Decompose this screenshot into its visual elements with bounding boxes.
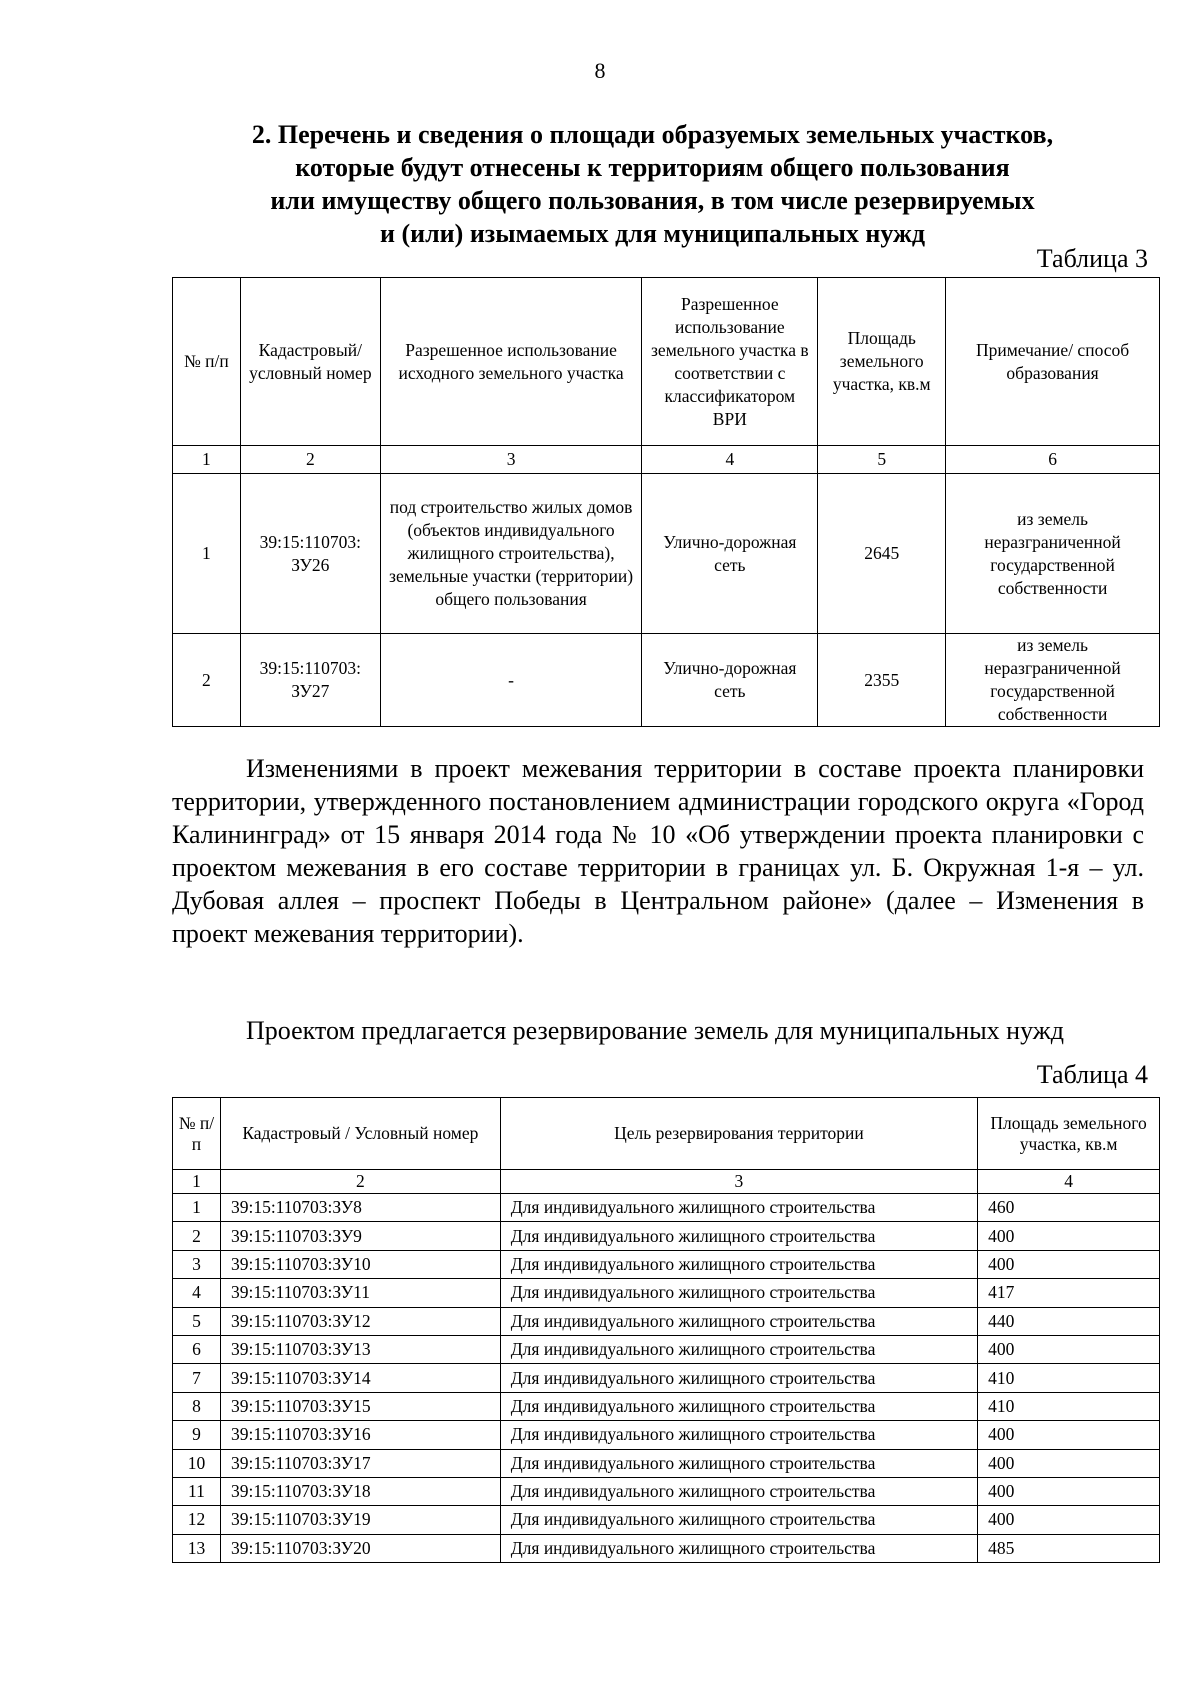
area: 485 [978,1534,1160,1562]
table-row [173,1392,1160,1420]
table3-header-row [173,278,1160,446]
column-number: 2 [240,446,380,474]
table4-header-cell: Кадастровый / Условный номер [220,1098,500,1170]
area: 410 [978,1392,1160,1420]
note: из земель неразграниченной государственной собственности [946,474,1160,634]
column-number: 4 [978,1170,1160,1194]
table-row [173,1307,1160,1335]
table-row [173,634,1160,727]
cadastral-number: 39:15:110703:ЗУ9 [220,1222,500,1250]
vri-use: Улично-дорожная сеть [642,474,818,634]
table3 [172,277,1160,727]
area: 400 [978,1449,1160,1477]
note: из земель неразграниченной государственной собственности [946,634,1160,727]
table4-body [173,1194,1160,1563]
reservation-purpose: Для индивидуального жилищного строительства [500,1250,977,1278]
table4-header-cell: № п/п [173,1098,221,1170]
row-number: 1 [173,1194,221,1222]
cadastral-number: 39:15:110703:ЗУ8 [220,1194,500,1222]
cadastral-number: 39:15:110703:ЗУ12 [220,1307,500,1335]
reservation-purpose: Для индивидуального жилищного строительства [500,1279,977,1307]
cadastral-number: 39:15:110703:ЗУ14 [220,1364,500,1392]
table-row [173,1421,1160,1449]
area: 400 [978,1222,1160,1250]
column-number: 5 [818,446,946,474]
table-row [173,1222,1160,1250]
row-number: 7 [173,1364,221,1392]
table-row [173,1279,1160,1307]
paragraph-amendments: Изменениями в проект межевания территории в составе проекта планировки территории, утвержденного постановлением администрации городского округа «Город Калининград» от 15 января 2014 года № 10 «Об утверждении проекта планировки с проектом межевания в его составе территории в границах ул. Б. Окружная 1-я – ул. Дубовая аллея – проспект Победы в Центральном районе» (далее – Изменения в проект межевания территории). [172,754,1144,948]
reservation-purpose: Для индивидуального жилищного строительства [500,1307,977,1335]
area: 2645 [818,474,946,634]
table-row [173,1364,1160,1392]
table3-header-cell: Площадь земельного участка, кв.м [818,278,946,446]
cadastral-number: 39:15:110703: ЗУ27 [240,634,380,727]
table3-header-cell: Кадастровый/ условный номер [240,278,380,446]
section-title-line: и (или) изымаемых для муниципальных нужд [379,219,926,248]
reservation-purpose: Для индивидуального жилищного строительства [500,1194,977,1222]
table-row [173,474,1160,634]
reservation-purpose: Для индивидуального жилищного строительства [500,1335,977,1363]
source-use: под строительство жилых домов (объектов индивидуального жилищного строительства), земельные участки (территории) общего пользования [380,474,642,634]
table4-caption: Таблица 4 [1036,1060,1148,1089]
area: 400 [978,1335,1160,1363]
row-number: 10 [173,1449,221,1477]
table-row [173,1449,1160,1477]
column-number: 3 [500,1170,977,1194]
area: 460 [978,1194,1160,1222]
table-row [173,1335,1160,1363]
cadastral-number: 39:15:110703:ЗУ17 [220,1449,500,1477]
area: 400 [978,1506,1160,1534]
cadastral-number: 39:15:110703:ЗУ16 [220,1421,500,1449]
table3-caption: Таблица 3 [1036,244,1148,273]
cadastral-number: 39:15:110703:ЗУ15 [220,1392,500,1420]
column-number: 6 [946,446,1160,474]
row-number: 11 [173,1477,221,1505]
reservation-purpose: Для индивидуального жилищного строительства [500,1477,977,1505]
column-number: 3 [380,446,642,474]
table4-header-row [173,1098,1160,1170]
row-number: 12 [173,1506,221,1534]
table3-header-cell: Разрешенное использование исходного земельного участка [380,278,642,446]
reservation-purpose: Для индивидуального жилищного строительства [500,1392,977,1420]
area: 440 [978,1307,1160,1335]
area: 2355 [818,634,946,727]
column-number: 1 [173,1170,221,1194]
table4-header-cell: Цель резервирования территории [500,1098,977,1170]
row-number: 2 [173,1222,221,1250]
area: 410 [978,1364,1160,1392]
area: 417 [978,1279,1160,1307]
paragraph-reservation: Проектом предлагается резервирование земель для муниципальных нужд [246,1016,1064,1045]
cadastral-number: 39:15:110703:ЗУ13 [220,1335,500,1363]
row-number: 5 [173,1307,221,1335]
row-number: 13 [173,1534,221,1562]
reservation-purpose: Для индивидуального жилищного строительства [500,1534,977,1562]
table-row [173,1194,1160,1222]
table4-header-cell: Площадь земельного участка, кв.м [978,1098,1160,1170]
source-use: - [380,634,642,727]
table3-header-cell: Примечание/ способ образования [946,278,1160,446]
area: 400 [978,1477,1160,1505]
row-number: 9 [173,1421,221,1449]
table4-column-numbers [173,1170,1160,1194]
table-row [173,1477,1160,1505]
row-number: 4 [173,1279,221,1307]
table-row [173,1534,1160,1562]
section-title-line: 2. Перечень и сведения о площади образуемых земельных участков, [251,120,1054,149]
table3-header-cell: Разрешенное использование земельного участка в соответствии с классификатором ВРИ [642,278,818,446]
row-number: 3 [173,1250,221,1278]
cadastral-number: 39:15:110703:ЗУ19 [220,1506,500,1534]
table3-header-cell: № п/п [173,278,241,446]
column-number: 4 [642,446,818,474]
section-title-line: или имуществу общего пользования, в том числе резервируемых [270,186,1035,215]
area: 400 [978,1421,1160,1449]
vri-use: Улично-дорожная сеть [642,634,818,727]
row-number: 1 [173,474,241,634]
row-number: 2 [173,634,241,727]
table3-column-numbers [173,446,1160,474]
cadastral-number: 39:15:110703:ЗУ11 [220,1279,500,1307]
reservation-purpose: Для индивидуального жилищного строительства [500,1506,977,1534]
column-number: 1 [173,446,241,474]
area: 400 [978,1250,1160,1278]
section-title-line: которые будут отнесены к территориям общего пользования [295,153,1010,182]
row-number: 6 [173,1335,221,1363]
cadastral-number: 39:15:110703: ЗУ26 [240,474,380,634]
column-number: 2 [220,1170,500,1194]
table4 [172,1097,1160,1563]
table-row [173,1250,1160,1278]
row-number: 8 [173,1392,221,1420]
reservation-purpose: Для индивидуального жилищного строительства [500,1421,977,1449]
page-number: 8 [594,58,606,83]
table-row [173,1506,1160,1534]
reservation-purpose: Для индивидуального жилищного строительства [500,1449,977,1477]
cadastral-number: 39:15:110703:ЗУ10 [220,1250,500,1278]
cadastral-number: 39:15:110703:ЗУ18 [220,1477,500,1505]
cadastral-number: 39:15:110703:ЗУ20 [220,1534,500,1562]
section-title [170,118,1135,250]
reservation-purpose: Для индивидуального жилищного строительства [500,1222,977,1250]
reservation-purpose: Для индивидуального жилищного строительства [500,1364,977,1392]
